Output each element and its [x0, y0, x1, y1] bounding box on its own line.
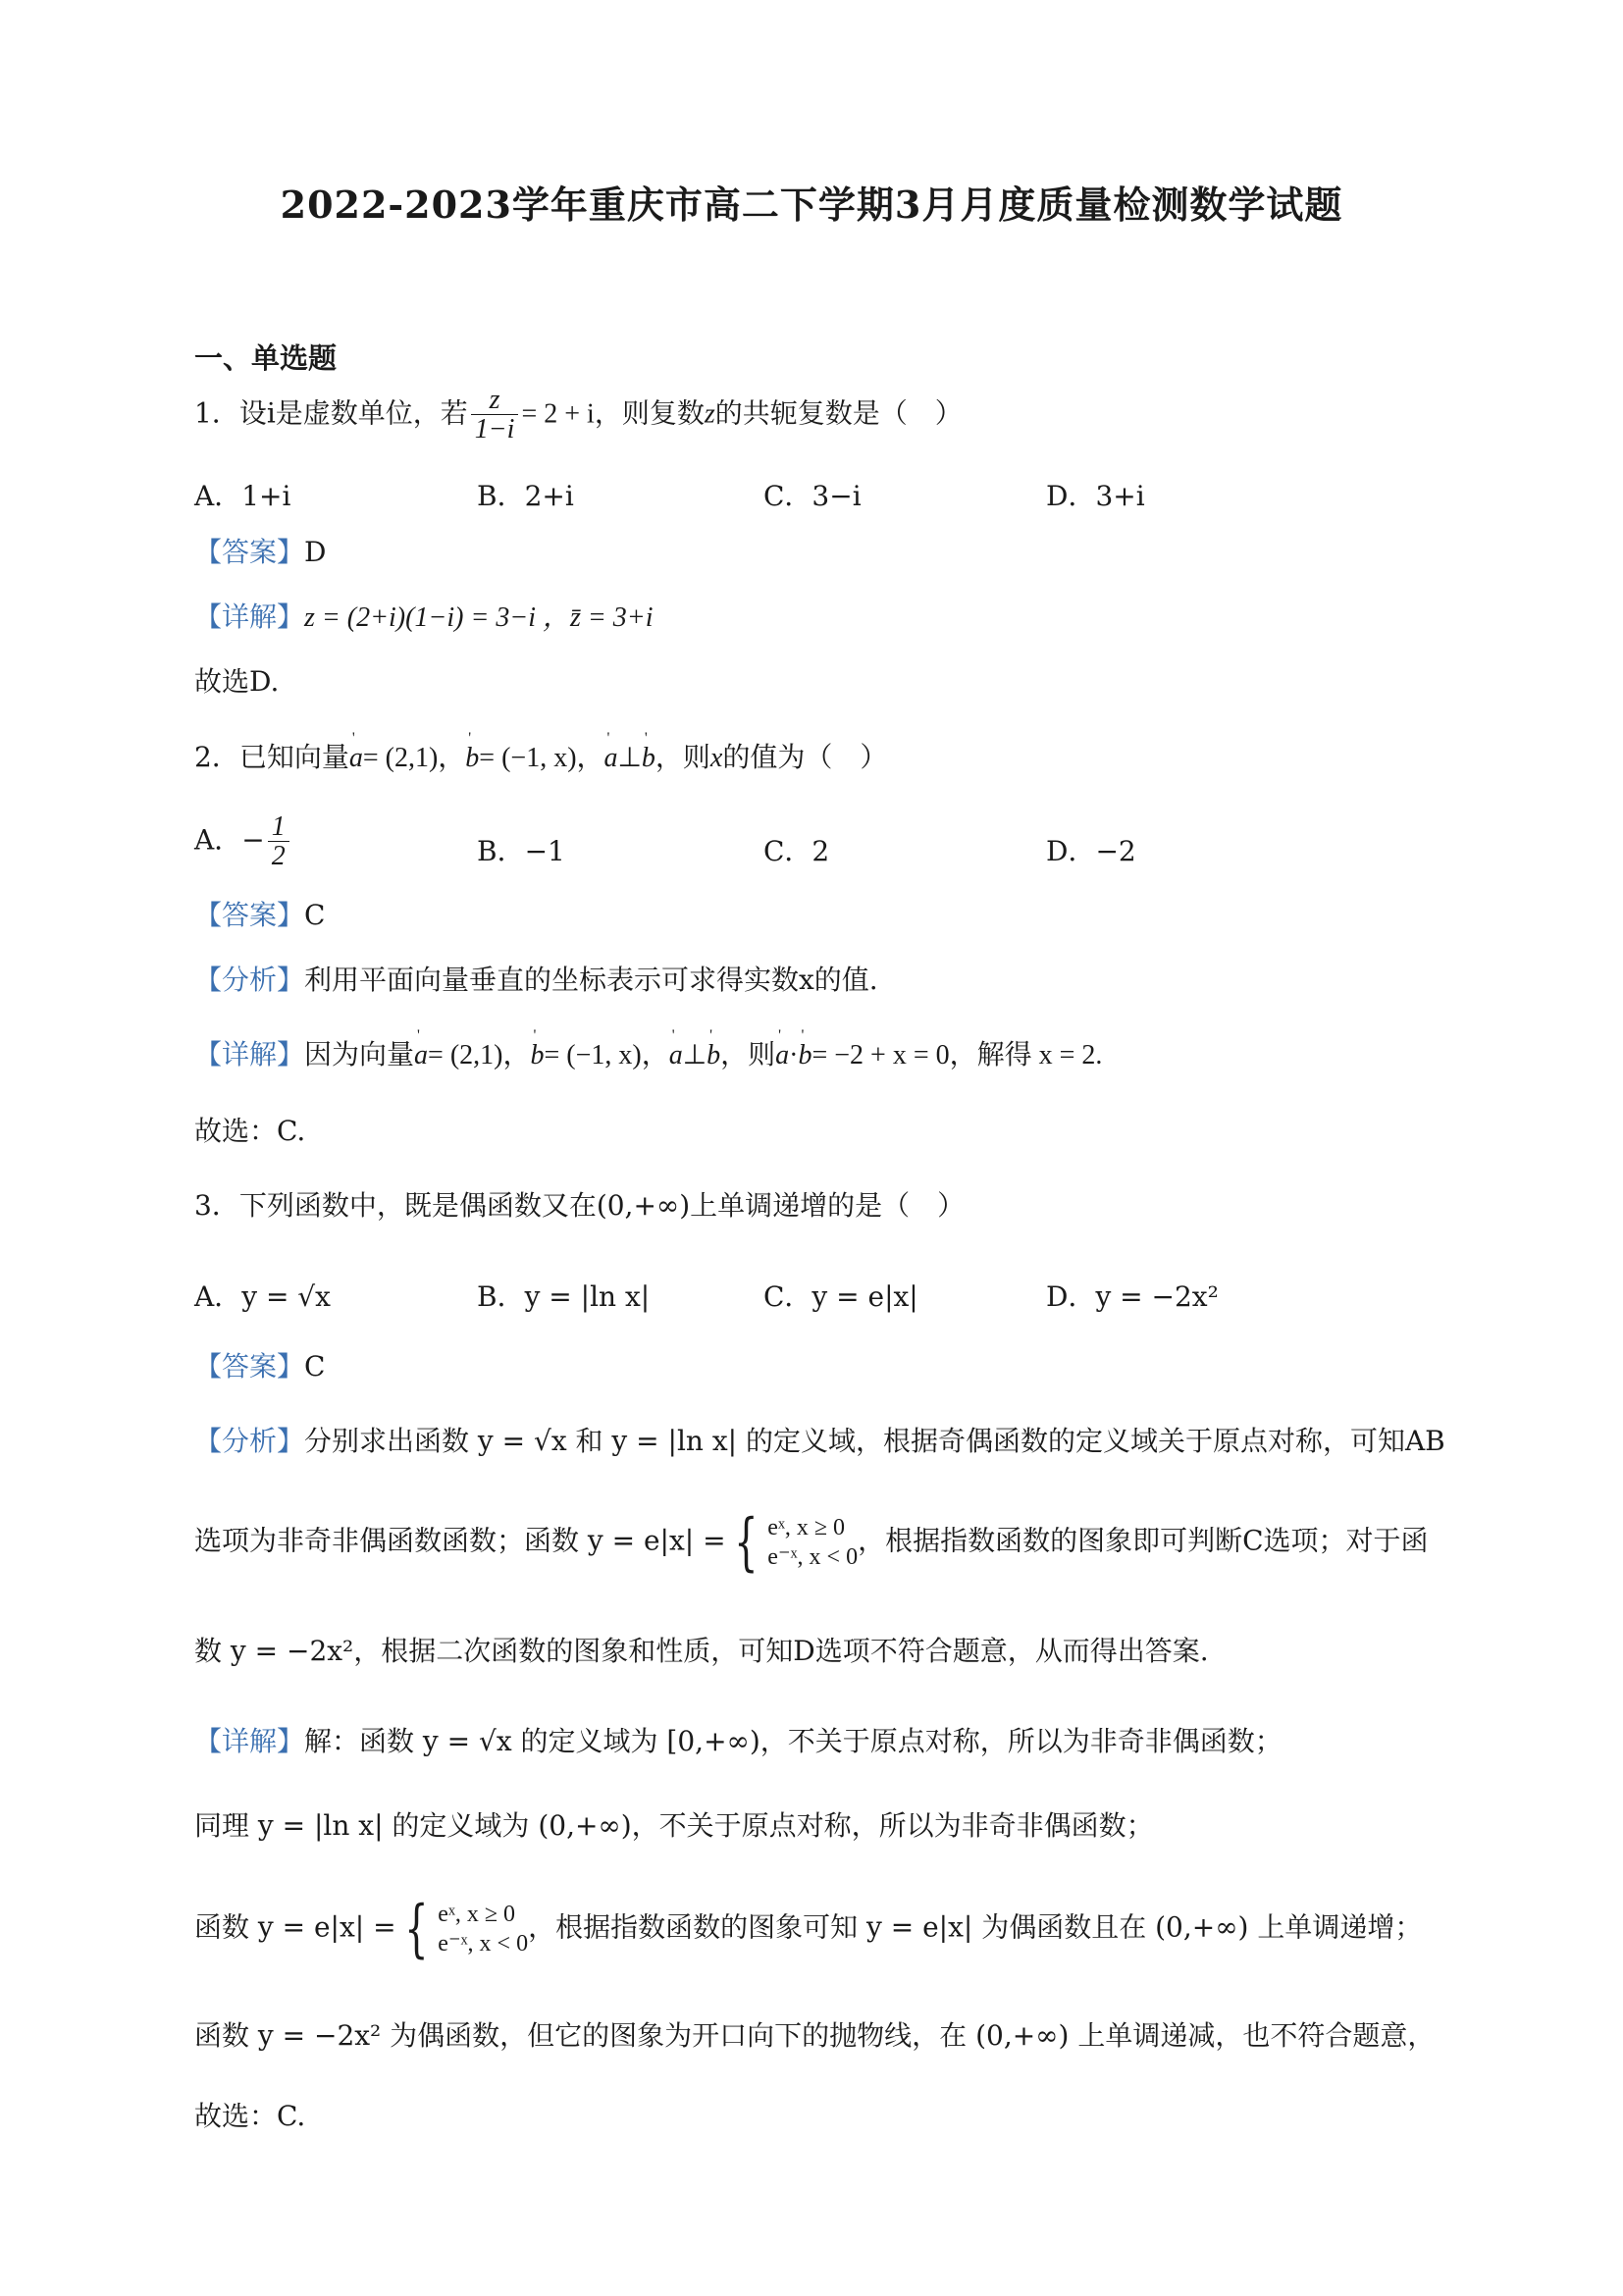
- q2-choice-c: C．2: [763, 835, 830, 867]
- q2-choice-b: B．−1: [477, 835, 565, 867]
- q3-answer: 【答案】C: [194, 1350, 326, 1383]
- q2-analysis: 【分析】利用平面向量垂直的坐标表示可求得实数x的值.: [194, 964, 878, 996]
- q1-answer: 【答案】D: [194, 536, 327, 568]
- q2-choice-a: A．− $\frac{1}{2}$: [194, 812, 292, 871]
- q2-detail: 【详解】因为向量' a= (2,1)，' b= (−1, x)，' a⊥' b，则' a·' b= −2 + x = 0，解得 x = 2.: [194, 1038, 1102, 1072]
- q3-stem: 3．下列函数中，既是偶函数又在(0,+∞)上单调递增的是（ ）: [194, 1189, 966, 1222]
- q3-detail-line-1: 【详解】解：函数 y = √x 的定义域为 [0,+∞)，不关于原点对称，所以为非奇非偶函数；: [194, 1725, 1283, 1757]
- q2-answer: 【答案】C: [194, 899, 326, 931]
- q1-fraction: $\frac{z}{1-i}$: [471, 386, 519, 444]
- piecewise-brace: { eˣ, x ≥ 0 e⁻ˣ, x < 0: [733, 1506, 859, 1579]
- q3-analysis-line-3: 数 y = −2x²，根据二次函数的图象和性质，可知D选项不符合题意，从而得出答案.: [194, 1635, 1209, 1667]
- q1-choice-a: A．1+i: [194, 480, 291, 512]
- document-title: 2022-2023学年重庆市高二下学期3月月度质量检测数学试题: [280, 183, 1343, 227]
- q3-choice-d: D．y = −2x²: [1046, 1280, 1219, 1313]
- q3-analysis-line-1: 【分析】分别求出函数 y = √x 和 y = |ln x| 的定义域，根据奇偶函数的定义域关于原点对称，可知AB: [194, 1425, 1445, 1457]
- q1-choice-d: D．3+i: [1046, 480, 1145, 512]
- q2-choice-d: D．−2: [1046, 835, 1136, 867]
- q3-detail-line-4: 函数 y = −2x² 为偶函数，但它的图象为开口向下的抛物线，在 (0,+∞) 上单调递减，也不符合题意，: [194, 2019, 1436, 2052]
- q1-choice-c: C．3−i: [763, 480, 862, 512]
- q1-stem: 1．设i是虚数单位，若 $\frac{z}{1-i}$ = 2 + i，则复数z的共轭复数是（ ）: [194, 385, 963, 445]
- q3-choice-b: B．y = |ln x|: [477, 1280, 651, 1313]
- q2-stem: 2．已知向量' a= (2,1)，' b= (−1, x)，' a⊥' b，则x的值为（ ）: [194, 741, 887, 775]
- q1-conclusion: 故选D.: [194, 665, 280, 698]
- q3-choice-a: A．y = √x: [194, 1280, 331, 1313]
- q3-detail-line-2: 同理 y = |ln x| 的定义域为 (0,+∞)，不关于原点对称，所以为非奇非偶函数；: [194, 1809, 1154, 1842]
- piecewise-brace: { eˣ, x ≥ 0 e⁻ˣ, x < 0: [403, 1893, 529, 1965]
- q3-choice-c: C．y = e|x|: [763, 1280, 918, 1313]
- q3-conclusion: 故选：C.: [194, 2100, 306, 2132]
- section-heading: 一、单选题: [194, 341, 338, 375]
- q1-detail: 【详解】z = (2+i)(1−i) = 3−i ，z̄ = 3+i: [194, 600, 654, 633]
- q1-choice-b: B．2+i: [477, 480, 574, 512]
- q2-conclusion: 故选：C.: [194, 1115, 306, 1147]
- q3-analysis-line-2: 选项为非奇非偶函数函数；函数 y = e|x| = { eˣ, x ≥ 0 e⁻ˣ, x < 0 ，根据指数函数的图象即可判断C选项；对于函: [194, 1506, 1429, 1579]
- q3-detail-line-3: 函数 y = e|x| = { eˣ, x ≥ 0 e⁻ˣ, x < 0 ，根据指数函数的图象可知 y = e|x| 为偶函数且在 (0,+∞) 上单调递增；: [194, 1893, 1423, 1965]
